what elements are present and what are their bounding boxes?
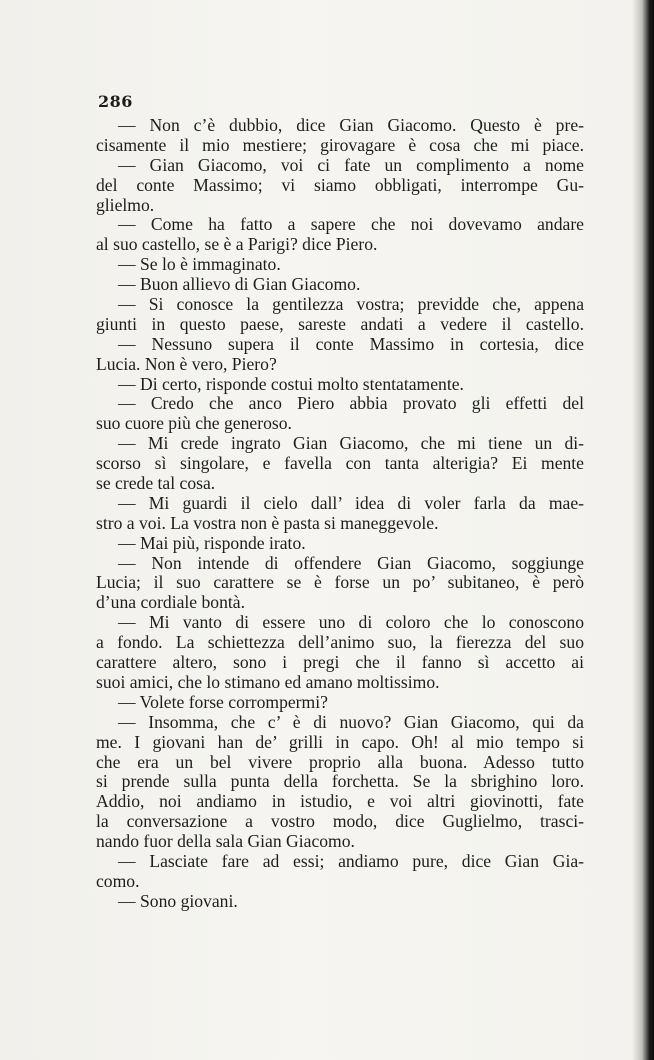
text-line: — Buon allievo di Gian Giacomo. [118,274,361,295]
text-line: — Sono giovani. [118,890,238,911]
text-line: — Come ha fatto a sapere che noi dovevamo andare [118,214,584,235]
text-line: stro a voi. La vostra non è pasta si maneggevole. [96,512,439,533]
text-line: se crede tal cosa. [96,473,216,494]
text-line: la conversazione a vostro modo, dice Guglielmo, trasci- [96,811,584,832]
text-line: Addio, noi andiamo in istudio, e voi altri giovinotti, fate [96,791,584,812]
text-line: Lucia; il suo carattere se è forse un po’ subitaneo, è però [96,572,584,593]
text-line: suo cuore più che generoso. [96,413,292,434]
text-line: — Se lo è immaginato. [118,254,281,275]
page-text [96,116,584,912]
text-line: cisamente il mio mestiere; girovagare è cosa che mi piace. [96,134,584,155]
text-line: — Mi vanto di essere uno di coloro che lo conoscono [118,612,584,633]
text-line: Lucia. Non è vero, Piero? [96,353,277,374]
text-line: scorso sì singolare, e favella con tanta alterigia? Ei mente [96,453,584,474]
text-line: giunti in questo paese, sareste andati a vedere il castello. [96,313,584,334]
text-line: glielmo. [96,194,155,215]
text-line: carattere altero, sono i pregi che il fanno sì accetto ai [96,652,584,673]
text-line: — Insomma, che c’ è di nuovo? Gian Giacomo, qui da [118,711,584,732]
text-line: — Gian Giacomo, voi ci fate un complimento a nome [118,154,584,175]
text-line: a fondo. La schiettezza dell’animo suo, la fierezza del suo [96,632,584,653]
text-line: si prende sulla punta della forchetta. Se la sbrighino loro. [96,771,584,792]
text-line: — Di certo, risponde costui molto stentatamente. [118,373,464,394]
text-line: suoi amici, che lo stimano ed amano moltissimo. [96,671,440,692]
page-number: 286 [98,92,133,111]
text-line: — Lasciate fare ad essi; andiamo pure, dice Gian Gia- [118,850,584,871]
text-line: — Mai più, risponde irato. [118,532,306,553]
text-line: — Si conosce la gentilezza vostra; previdde che, appena [118,294,584,315]
text-line: me. I giovani han de’ grilli in capo. Oh! al mio tempo si [96,731,584,752]
text-line: d’una cordiale bontà. [96,592,245,613]
text-line: — Non c’è dubbio, dice Gian Giacomo. Questo è pre- [118,115,584,135]
page-edge-shadow [632,0,654,1060]
text-line: — Mi guardi il cielo dall’ idea di voler farla da mae- [118,492,584,513]
text-line: — Credo che anco Piero abbia provato gli effetti del [118,393,584,414]
text-line: che era un bel vivere proprio alla buona. Adesso tutto [96,751,584,772]
text-line: — Nessuno supera il conte Massimo in cortesia, dice [118,333,584,354]
text-line: al suo castello, se è a Parigi? dice Piero. [96,234,378,255]
text-line: — Mi crede ingrato Gian Giacomo, che mi tiene un di- [118,433,584,454]
text-line: — Volete forse corrompermi? [118,691,328,712]
text-line: — Non intende di offendere Gian Giacomo, soggiunge [118,552,584,573]
text-line: nando fuor della sala Gian Giacomo. [96,831,355,852]
text-line: del conte Massimo; vi siamo obbligati, interrompe Gu- [96,174,584,195]
text-line: como. [96,870,140,891]
